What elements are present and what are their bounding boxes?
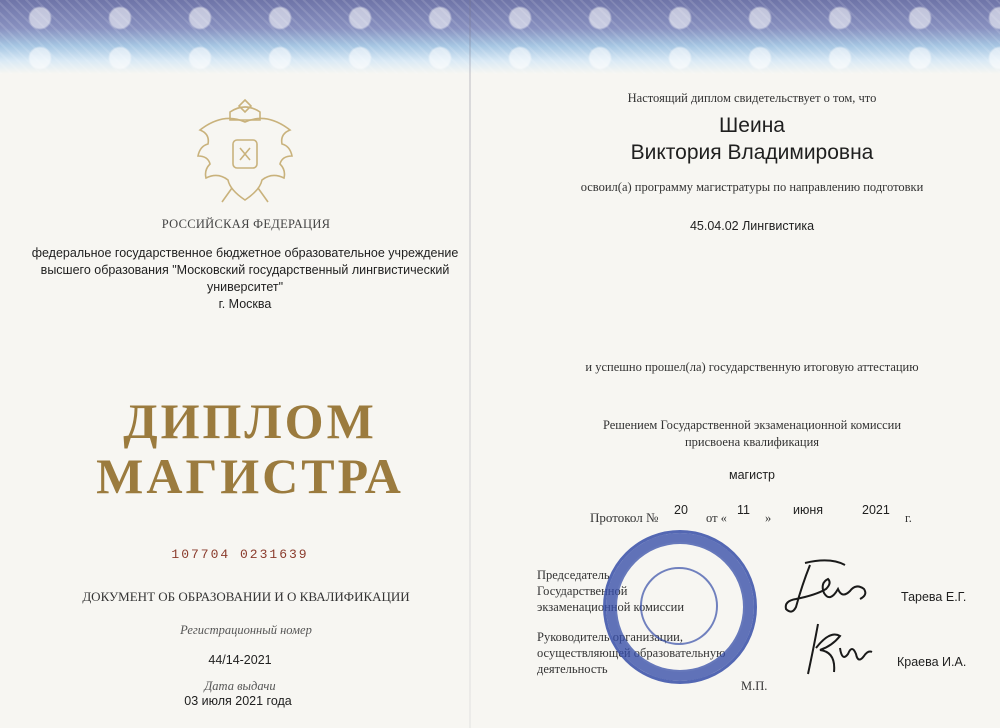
chair-line-2: Государственной [537,584,628,598]
head-line-3: деятельность [537,662,608,676]
protocol-label: Протокол № [590,510,659,525]
intro-text: Настоящий диплом свидетельствует о том, что [627,91,877,105]
decision-line-2: присвоена квалификация [684,435,820,449]
program-name: 45.04.02 Лингвистика [689,219,815,233]
head-line-2: осуществляющей образовательную [537,646,726,660]
graduate-surname: Шеина [719,114,785,137]
title-line-1: ДИПЛОМ [123,393,377,449]
coat-of-arms-icon [190,92,300,210]
serial-number: 107704 0231639 [171,547,309,562]
chair-line-1: Председатель [537,568,610,582]
head-signature-icon [800,618,880,680]
issue-date: 03 июля 2021 года [184,694,292,708]
protocol-year: 2021 [862,503,890,517]
chair-line-3: экзаменационной комиссии [537,600,685,614]
graduate-given-names: Виктория Владимировна [630,141,874,164]
seal-place-label: М.П. [741,679,768,693]
institution-line-3: университет" [206,280,284,294]
protocol-number: 20 [674,503,688,517]
close-quote: » [765,511,772,525]
head-name: Краева И.А. [897,655,967,669]
attestation-text: и успешно прошел(ла) государственную итоговую аттестацию [585,360,919,374]
program-text: освоил(а) программу магистратуры по направлению подготовки [580,180,924,194]
protocol-day: 11 [737,503,750,517]
title-line-2: МАГИСТРА [96,448,404,504]
institution-line-1: федеральное государственное бюджетное образовательное учреждение [31,246,459,260]
year-suffix: г. [905,511,912,525]
issue-date-label: Дата выдачи [204,679,276,693]
chair-signature-icon [770,555,890,625]
registration-label: Регистрационный номер [180,623,312,637]
qualification: магистр [728,468,776,482]
protocol-month: июня [793,503,824,517]
chair-name: Тарева Е.Г. [901,590,967,604]
document-type: ДОКУМЕНТ ОБ ОБРАЗОВАНИИ И О КВАЛИФИКАЦИИ [82,589,410,604]
head-line-1: Руководитель организации, [537,630,683,644]
decision-line-1: Решением Государственной экзаменационной комиссии [602,418,902,432]
official-seal-stamp [603,530,757,684]
from-label: от « [706,511,727,525]
institution-line-2: высшего образования "Московский государственный лингвистический [40,263,450,277]
registration-number: 44/14-2021 [208,653,272,667]
page-fold [469,0,471,728]
country-name: РОССИЙСКАЯ ФЕДЕРАЦИЯ [161,217,331,231]
institution-city: г. Москва [218,297,272,311]
security-pattern-band [0,0,1000,74]
